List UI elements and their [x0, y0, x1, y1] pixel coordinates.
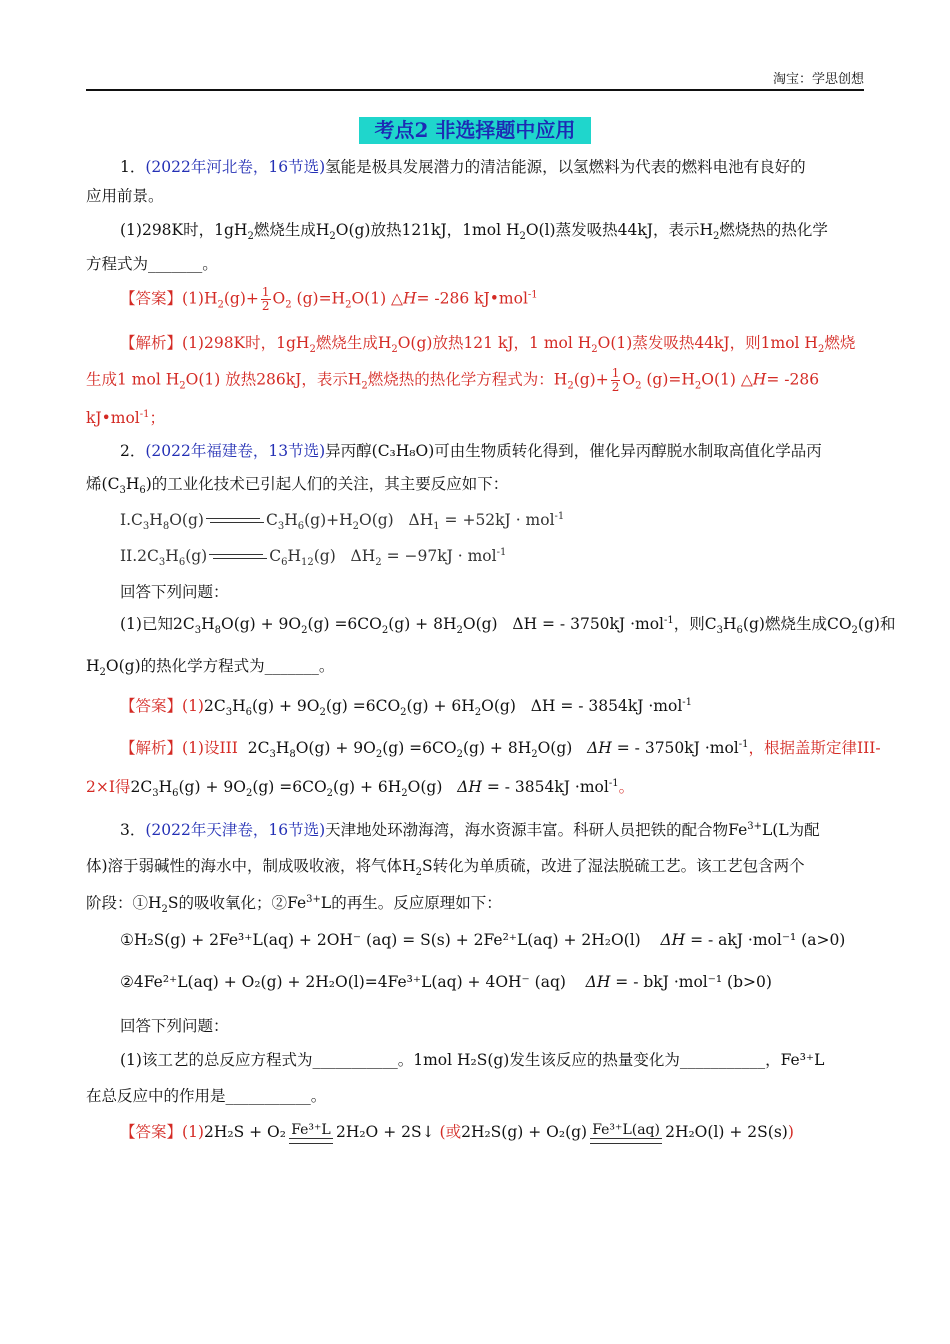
q1-part1-line1: (1)298K时，$1gH_2$燃烧生成$H_2O(g)$放热121kJ，1mol $H_2O(l)$蒸发吸热44kJ，表示$H_2$燃烧热的热化学: [120, 221, 828, 243]
q3-stem-line1: 3．(2022年天津卷，16节选)天津地处环渤海湾，海水资源丰富。科研人员把铁的配合物$Fe^{3+}L(L$为配: [120, 820, 820, 839]
section-title: 考点2 非选择题中应用: [359, 117, 591, 144]
header-divider: [86, 89, 864, 91]
q2-stem-line1: 2．(2022年福建卷，13节选)异丙醇(C₃H₈O)可由生物质转化得到，催化异丙醇脱水制取高值化学品丙: [120, 442, 822, 460]
q3-answer: 【答案】(1)2H₂S + O₂ Fe³⁺L 2H₂O + 2S↓ (或2H₂S(g) + O₂(g) Fe³⁺L(aq) 2H₂O(l) + 2S(s)): [120, 1122, 794, 1144]
q1-answer: 【答案】$(1)H_2(g)+$ $\frac{1}{2}$ $O_2$ $(g)=H_2O(1)$ △H= -286 kJ•mol$^{-1}$: [120, 285, 538, 313]
q3-stem-line2: 体)溶于弱碱性的海水中，制成吸收液，将气体$H_2S$转化为单质硫，改进了湿法脱硫工艺。该工艺包含两个: [86, 857, 805, 879]
q2-explanation-line2: 2×I得$2C_3H_6(g) + 9O_2(g) =6CO_2(g) + 6H_2O(g)$ ΔH = - 3854kJ ·mol$^{-1}$。: [86, 777, 635, 800]
q3-reaction-1: ①H₂S(g) + 2Fe³⁺L(aq) + 2OH⁻ (aq) = S(s) + 2Fe²⁺L(aq) + 2H₂O(l) ΔH = - akJ ·mol⁻¹ (a>0): [120, 931, 846, 949]
q2-reaction-1: $I.C_3H_8O(g)$ $C_3H_6(g)+H_2O(g)$ $\Delta H_1 = +52kJ \cdot mol^{-1}$: [120, 510, 565, 533]
q3-prompt: 回答下列问题：: [120, 1017, 229, 1035]
q3-stem-line3: 阶段：$①H_2S$的吸收氧化；$②Fe^{3+}L$的再生。反应原理如下：: [86, 893, 502, 916]
q1-explanation-line2: 生成1 mol $H_2O(1)$ 放热286kJ，表示$H_2$燃烧热的热化学方程式为：$H_2(g)+$ $\frac{1}{2}$ $O_2$ $(g)=H_2O(1)$ △H= -286: [86, 366, 820, 394]
q2-part1-line1: (1)已知$2C_3H_8O(g) + 9O_2(g) =6CO_2(g) + 8H_2O(g)$ ΔH = - 3750kJ ·mol$^{-1}$，则$C_3H_6(g)$燃烧生成$CO_2(g)$和: [120, 614, 896, 637]
q2-part1-line2: $H_2O(g)$的热化学方程式为_______。: [86, 657, 335, 679]
q2-reaction-2: $II.2C_3H_6(g)$ $C_6H_{12}(g)$ $\Delta H_2 = -97kJ \cdot mol^{-1}$: [120, 546, 507, 569]
header-text: 淘宝：学思创想: [772, 72, 864, 87]
q1-stem-line1: 1．(2022年河北卷，16节选)氢能是极具发展潜力的清洁能源，以氢燃料为代表的燃料电池有良好的: [120, 158, 806, 176]
q2-explanation-line1: 【解析】(1)设III $2C_3H_8O(g) + 9O_2(g) =6CO_2(g) + 8H_2O(g)$ ΔH = - 3750kJ ·mol$^{-1}$，根据盖斯定律III-: [120, 738, 881, 761]
equilibrium-arrow-icon: [209, 552, 267, 562]
q1-part1-line2: 方程式为_______。: [86, 255, 218, 273]
q1-stem-line2: 应用前景。: [86, 187, 164, 205]
q2-stem-line2: 烯$(C_3H_6)$的工业化技术已引起人们的关注，其主要反应如下：: [86, 475, 509, 497]
equilibrium-arrow-icon: [206, 516, 264, 526]
q2-prompt: 回答下列问题：: [120, 583, 229, 601]
q3-part1-line2: 在总反应中的作用是___________。: [86, 1087, 327, 1105]
q1-explanation-line1: 【解析】(1)298K时，$1gH_2$燃烧生成$H_2O(g)$放热121 kJ，1 mol $H_2O(1)$蒸发吸热44kJ，则1mol $H_2$燃烧: [120, 334, 856, 356]
reaction-condition-arrow: Fe³⁺L: [289, 1122, 333, 1144]
reaction-condition-arrow: Fe³⁺L(aq): [590, 1122, 662, 1144]
q2-answer: 【答案】$(1)2C_3H_6(g) + 9O_2(g) =6CO_2(g) + 6H_2O(g)$ ΔH = - 3854kJ ·mol$^{-1}$: [120, 696, 693, 719]
q3-part1-line1: (1)该工艺的总反应方程式为___________。1mol H₂S(g)发生该反应的热量变化为___________，Fe³⁺L: [120, 1051, 825, 1069]
q1-explanation-line3: kJ•mol$^{-1}$；: [86, 408, 166, 427]
q3-reaction-2: ②4Fe²⁺L(aq) + O₂(g) + 2H₂O(l)=4Fe³⁺L(aq) + 4OH⁻ (aq) ΔH = - bkJ ·mol⁻¹ (b>0): [120, 973, 772, 991]
